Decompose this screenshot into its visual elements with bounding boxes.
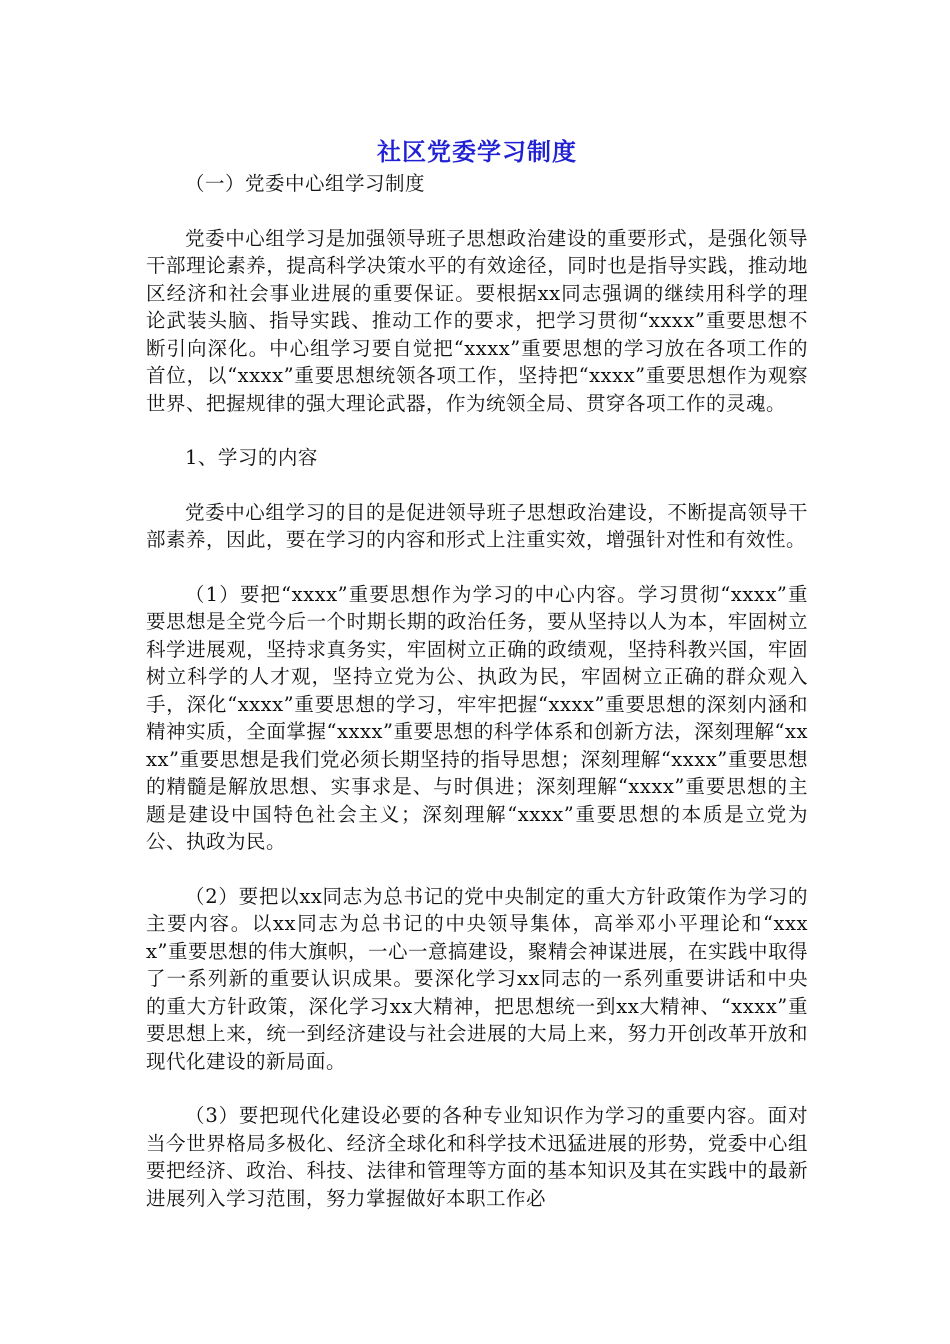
paragraph-item-3: （3）要把现代化建设必要的各种专业知识作为学习的重要内容。面对当今世界格局多极化、经济全球化和科学技术迅猛进展的形势，党委中心组要把经济、政治、科技、法律和管理等方面的基本知识及其在实践中的最新进展列入学习范围，努力掌握做好本职工作必: [146, 1104, 808, 1210]
document-title: 社区党委学习制度: [377, 138, 577, 166]
section-heading: （一）党委中心组学习制度: [185, 172, 426, 195]
paragraph-intro: 党委中心组学习是加强领导班子思想政治建设的重要形式，是强化领导干部理论素养，提高科学决策水平的有效途径，同时也是指导实践，推动地区经济和社会事业进展的重要保证。要根据xx同志强调的继续用科学的理论武装头脑、指导实践、推动工作的要求，把学习贯彻“xxxx”重要思想不断引向深化。中心组学习要自觉把“xxxx”重要思想的学习放在各项工作的首位，以“xxxx”重要思想统领各项工作，坚持把“xxxx”重要思想作为观察世界、把握规律的强大理论武器，作为统领全局、贯穿各项工作的灵魂。: [146, 226, 808, 415]
paragraph-content-intro: 党委中心组学习的目的是促进领导班子思想政治建设，不断提高领导干部素养，因此，要在学习的内容和形式上注重实效，增强针对性和有效性。: [146, 500, 808, 551]
paragraph-item-1: （1）要把“xxxx”重要思想作为学习的中心内容。学习贯彻“xxxx”重要思想是全党今后一个时期长期的政治任务，要从坚持以人为本，牢固树立科学进展观，坚持求真务实，牢固树立正确的政绩观，坚持科教兴国，牢固树立科学的人才观，坚持立党为公、执政为民，牢固树立正确的群众观入手，深化“xxxx”重要思想的学习，牢牢把握“xxxx”重要思想的深刻内涵和精神实质，全面掌握“xxxx”重要思想的科学体系和创新方法，深刻理解“xxxx”重要思想是我们党必须长期坚持的指导思想；深刻理解“xxxx”重要思想的精髓是解放思想、实事求是、与时俱进；深刻理解“xxxx”重要思想的主题是建设中国特色社会主义；深刻理解“xxxx”重要思想的本质是立党为公、执政为民。: [146, 582, 808, 853]
sub-heading: 1、学习的内容: [185, 446, 318, 469]
paragraph-item-2: （2）要把以xx同志为总书记的党中央制定的重大方针政策作为学习的主要内容。以xx同志为总书记的中央领导集体，高举邓小平理论和“xxxx”重要思想的伟大旗帜，一心一意搞建设，聚精会神谋进展，在实践中取得了一系列新的重要认识成果。要深化学习xx同志的一系列重要讲话和中央的重大方针政策，深化学习xx大精神，把思想统一到xx大精神、“xxxx”重要思想上来，统一到经济建设与社会进展的大局上来，努力开创改革开放和现代化建设的新局面。: [146, 884, 808, 1073]
document-body: [146, 134, 808, 1212]
